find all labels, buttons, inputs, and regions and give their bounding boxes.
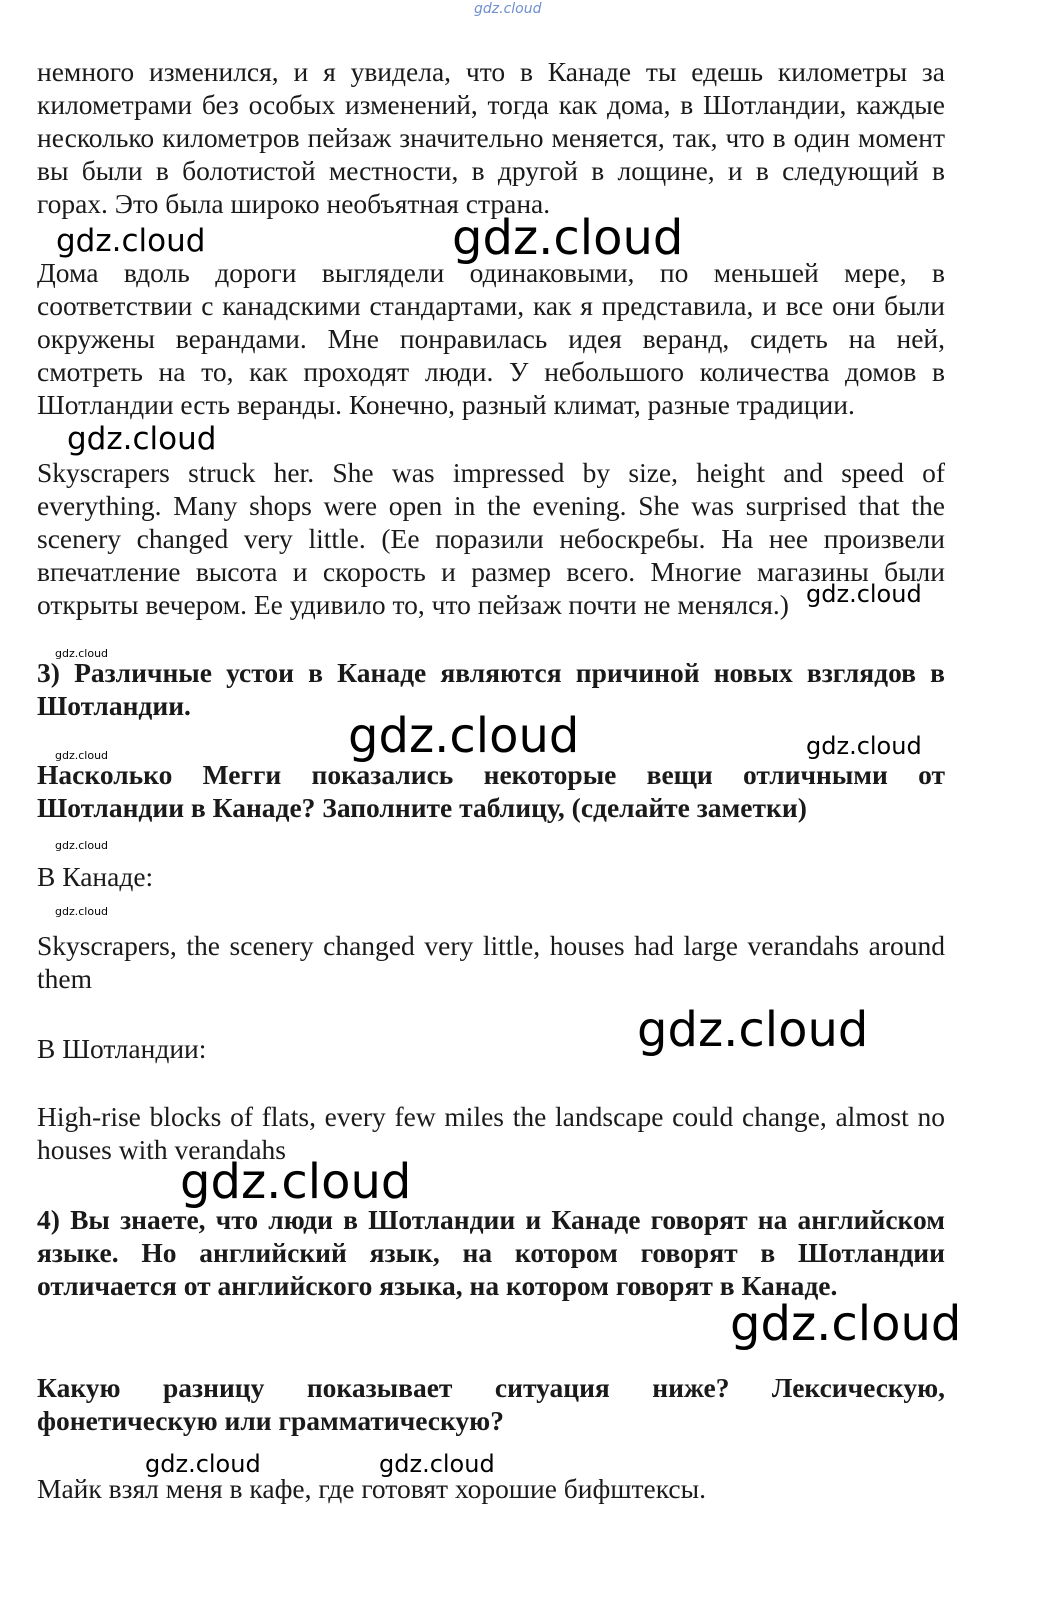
watermark: gdz.cloud <box>55 647 109 660</box>
watermark: gdz.cloud <box>55 839 109 852</box>
watermark: gdz.cloud <box>145 1450 261 1478</box>
watermark: gdz.cloud <box>180 1154 412 1210</box>
paragraph-2: Дома вдоль дороги выглядели одинаковыми, по меньшей мере, в соответствии с канадскими стандартами, как я представила, и все они были окружены верандами. Мне понравилась идея веранд, сидеть на ней, смотреть на то, как проходят люди. У небольшого количества домов в Шотландии есть веранды. Конечно, разный климат, разные традиции. <box>37 257 945 420</box>
task-4-question: Какую разницу показывает ситуация ниже? Лексическую, фонетическую или грамматическую? <box>37 1372 945 1436</box>
watermark: gdz.cloud <box>452 210 684 266</box>
task-3-question: Насколько Мегги показались некоторые вещи отличными от Шотландии в Канаде? Заполните таблицу, (сделайте заметки) <box>37 759 945 823</box>
scotland-label: В Шотландии: <box>37 1033 207 1064</box>
watermark: gdz.cloud <box>730 1296 962 1352</box>
watermark: gdz.cloud <box>55 749 109 762</box>
canada-label: В Канаде: <box>37 861 154 892</box>
watermark: gdz.cloud <box>348 708 580 764</box>
watermark: gdz.cloud <box>806 732 922 760</box>
canada-notes: Skyscrapers, the scenery changed very little, houses had large verandahs around them <box>37 930 945 994</box>
watermark: gdz.cloud <box>806 580 922 608</box>
paragraph-1: немного изменился, и я увидела, что в Канаде ты едешь километры за километрами без особых изменений, тогда как дома, в Шотландии, каждые несколько километров пейзаж значительно меняется, так, что в один момент вы были в болотистой местности, в другой в лощине, и в следующий в горах. Это была широко необъятная страна. <box>37 56 945 219</box>
watermark: gdz.cloud <box>637 1002 869 1058</box>
task-4-title: 4) Вы знаете, что люди в Шотландии и Канаде говорят на английском языке. Но английский язык, на котором говорят в Шотландии отличается от английского языка, на котором говорят в Канаде. <box>37 1204 945 1301</box>
paragraph-3: Skyscrapers struck her. She was impressed by size, height and speed of everything. Many shops were open in the evening. She was surprised that the scenery changed very little. (Ее поразили небоскребы. На нее произвели впечатление высота и скорость и размер всего. Многие магазины были открыты вечером. Ее удивило то, что пейзаж почти не менялся.) <box>37 457 945 620</box>
watermark: gdz.cloud <box>379 1450 495 1478</box>
watermark: gdz.cloud <box>67 421 217 457</box>
watermark-top: gdz.cloud <box>474 1 542 17</box>
example-sentence: Майк взял меня в кафе, где готовят хорошие бифштексы. <box>37 1473 706 1504</box>
watermark: gdz.cloud <box>56 223 206 259</box>
task-3-title: 3) Различные устои в Канаде являются причиной новых взглядов в Шотландии. <box>37 657 945 721</box>
scotland-notes: High-rise blocks of flats, every few miles the landscape could change, almost no houses with verandahs <box>37 1101 945 1165</box>
watermark: gdz.cloud <box>55 905 109 918</box>
